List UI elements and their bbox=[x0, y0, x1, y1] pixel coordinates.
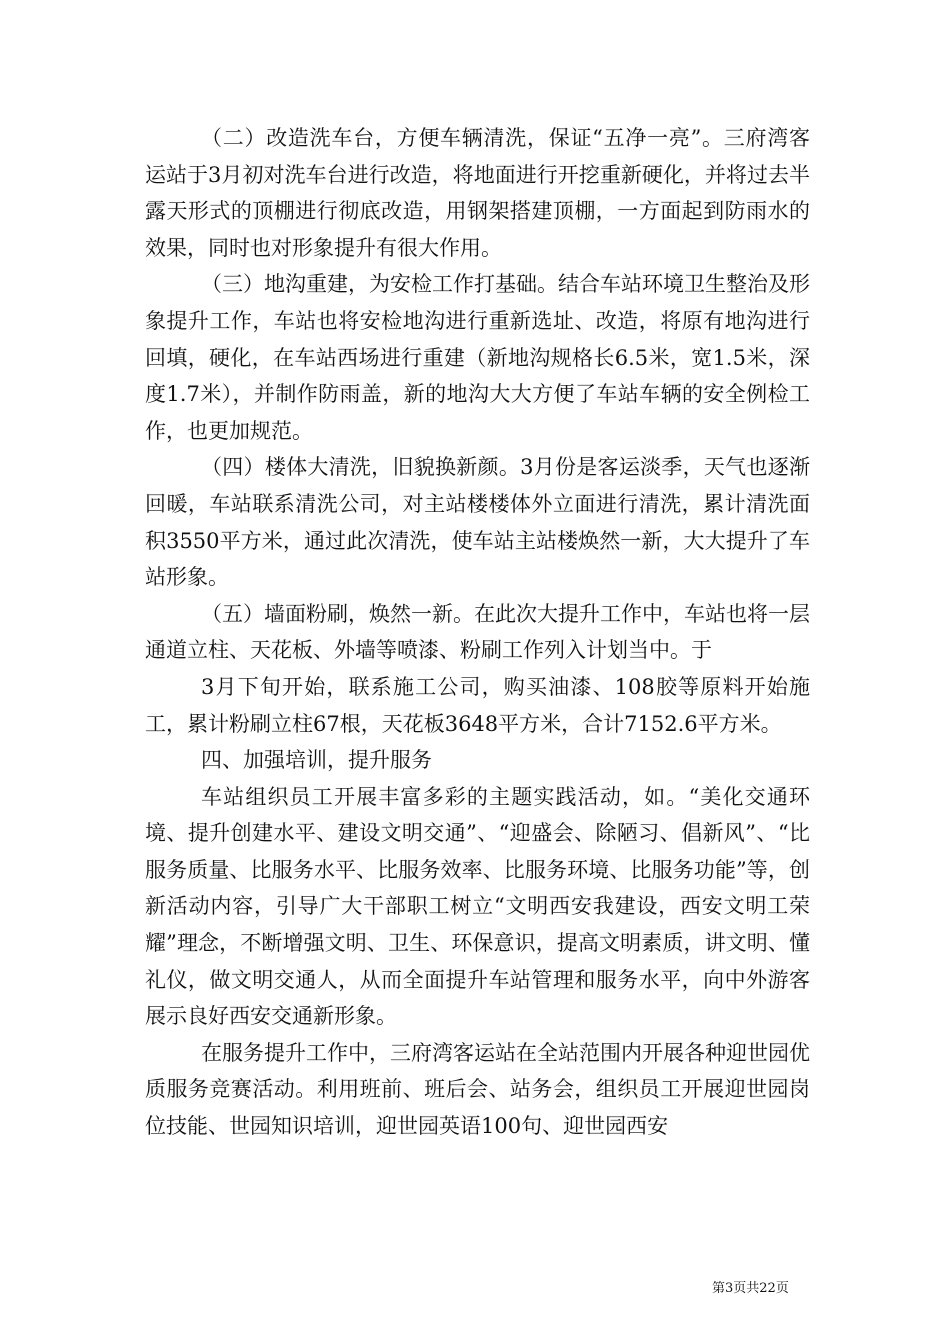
page-number: 第3页共22页 bbox=[712, 1281, 789, 1296]
document-body bbox=[145, 120, 810, 1145]
paragraph-painting-details: 3月下旬开始，联系施工公司，购买油漆、108胶等原料开始施工，累计粉刷立柱67根，天花板3648平方米，合计7152.6平方米。 bbox=[145, 674, 810, 736]
paragraph-building-cleaning: （四）楼体大清洗，旧貌换新颜。3月份是客运淡季，天气也逐渐回暖，车站联系清洗公司，对主站楼楼体外立面进行清洗，累计清洗面积3550平方米，通过此次清洗，使车站主站楼焕然一新，大大提升了车站形象。 bbox=[145, 455, 810, 590]
paragraph-service-competition: 在服务提升工作中，三府湾客运站在全站范围内开展各种迎世园优质服务竞赛活动。利用班前、班后会、站务会，组织员工开展迎世园岗位技能、世园知识培训，迎世园英语100句、迎世园西安 bbox=[145, 1040, 810, 1139]
paragraph-wash-platform: （二）改造洗车台，方便车辆清洗，保证“五净一亮”。三府湾客运站于3月初对洗车台进行改造，将地面进行开挖重新硬化，并将过去半露天形式的顶棚进行彻底改造，用钢架搭建顶棚，一方面起到防雨水的效果，同时也对形象提升有很大作用。 bbox=[145, 126, 810, 260]
section-heading-training: 四、加强培训，提升服务 bbox=[201, 748, 432, 773]
paragraph-wall-painting: （五）墙面粉刷，焕然一新。在此次大提升工作中，车站也将一层通道立柱、天花板、外墙等喷漆、粉刷工作列入计划当中。于 bbox=[145, 601, 810, 663]
paragraph-inspection-pit: （三）地沟重建，为安检工作打基础。结合车站环境卫生整治及形象提升工作，车站也将安检地沟进行重新选址、改造，将原有地沟进行回填，硬化，在车站西场进行重建（新地沟规格长6.5米，宽1.5米，深度1.7米），并制作防雨盖，新的地沟大大方便了车站车辆的安全例检工作，也更加规范。 bbox=[145, 272, 810, 443]
paragraph-practice-activities: 车站组织员工开展丰富多彩的主题实践活动，如。“美化交通环境、提升创建水平、建设文明交通”、“迎盛会、除陋习、倡新风”、“比服务质量、比服务水平、比服务效率、比服务环境、比服务功能”等，创新活动内容，引导广大干部职工树立“文明西安我建设，西安文明工荣耀”理念，不断增强文明、卫生、环保意识，提高文明素质，讲文明、懂礼仪，做文明交通人，从而全面提升车站管理和服务水平，向中外游客展示良好西安交通新形象。 bbox=[145, 784, 810, 1029]
